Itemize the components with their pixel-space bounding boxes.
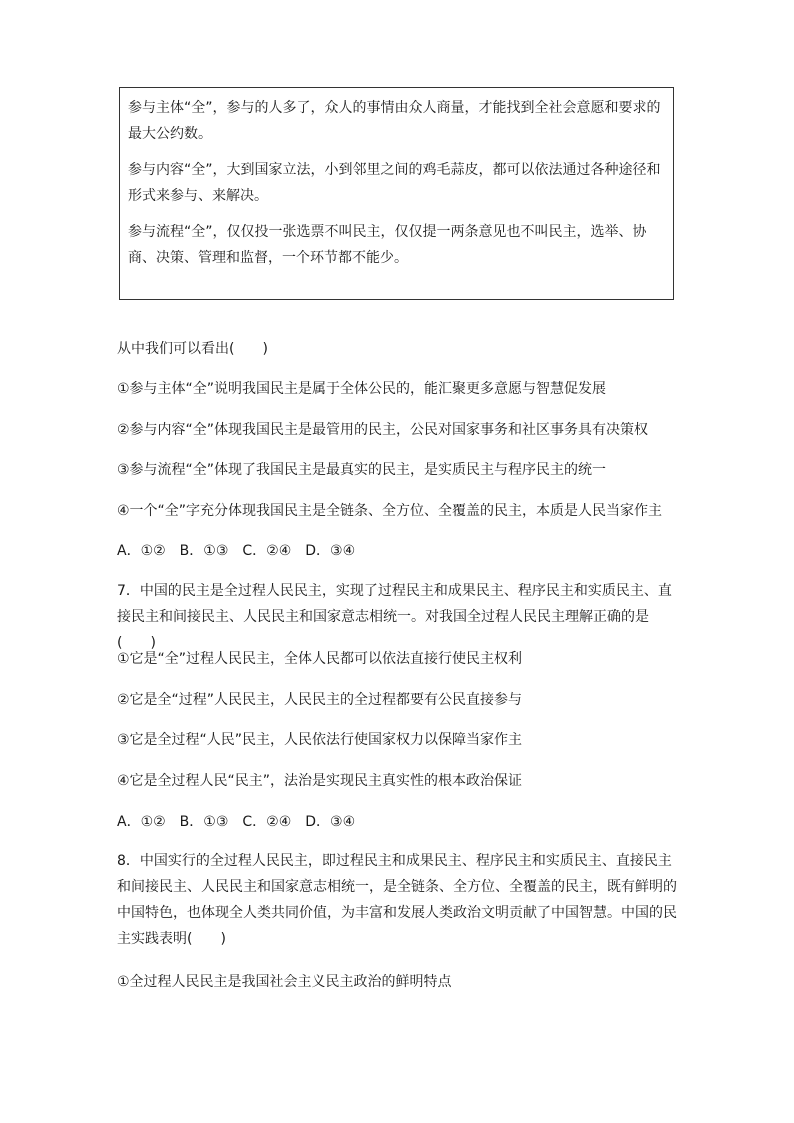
- q7-stem: 7．中国的民主是全过程人民民主，实现了过程民主和成果民主、程序民主和实质民主、直接民主和间接民主、人民民主和国家意志相统一。对我国全过程人民民主理解正确的是( ): [117, 583, 672, 651]
- q6-statement-3: ③参与流程“全”体现了我国民主是最真实的民主，是实质民主与程序民主的统一: [117, 462, 607, 478]
- q6-options: A．①② B．①③ C．②④ D．③④: [117, 543, 356, 559]
- material-paragraph-2: 参与内容“全”，大到国家立法，小到邻里之间的鸡毛蒜皮，都可以依法通过各种途径和形式来参与、来解决。: [128, 162, 661, 204]
- q6-statement-4: ④一个“全”字充分体现我国民主是全链条、全方位、全覆盖的民主，本质是人民当家作主: [117, 503, 663, 519]
- q6-stem: 从中我们可以看出( ): [117, 341, 268, 357]
- q6-statement-2: ②参与内容“全”体现我国民主是最管用的民主，公民对国家事务和社区事务具有决策权: [117, 422, 649, 438]
- q6-statement-1: ①参与主体“全”说明我国民主是属于全体公民的，能汇聚更多意愿与智慧促发展: [117, 381, 607, 397]
- material-box: [119, 87, 674, 300]
- material-paragraph-3: 参与流程“全”，仅仅投一张选票不叫民主，仅仅提一两条意见也不叫民主，选举、协商、决策、管理和监督，一个环节都不能少。: [128, 224, 647, 266]
- q7-statement-2: ②它是全“过程”人民民主，人民民主的全过程都要有公民直接参与: [117, 692, 523, 708]
- q7-statement-1: ①它是“全”过程人民民主，全体人民都可以依法直接行使民主权利: [117, 651, 523, 667]
- q7-statement-4: ④它是全过程人民“民主”，法治是实现民主真实性的根本政治保证: [117, 773, 523, 789]
- q7-options: A．①② B．①③ C．②④ D．③④: [117, 814, 356, 830]
- q7-statement-3: ③它是全过程“人民”民主，人民依法行使国家权力以保障当家作主: [117, 732, 523, 748]
- material-paragraph-1: 参与主体“全”，参与的人多了，众人的事情由众人商量，才能找到全社会意愿和要求的最大公约数。: [128, 100, 661, 142]
- q8-stem: 8．中国实行的全过程人民民主，即过程民主和成果民主、程序民主和实质民主、直接民主和间接民主、人民民主和国家意志相统一，是全链条、全方位、全覆盖的民主，既有鲜明的中国特色，也体现全人类共同价值，为丰富和发展人类政治文明贡献了中国智慧。中国的民主实践表明( ): [117, 853, 677, 947]
- q8-statement-1: ①全过程人民民主是我国社会主义民主政治的鲜明特点: [117, 974, 452, 990]
